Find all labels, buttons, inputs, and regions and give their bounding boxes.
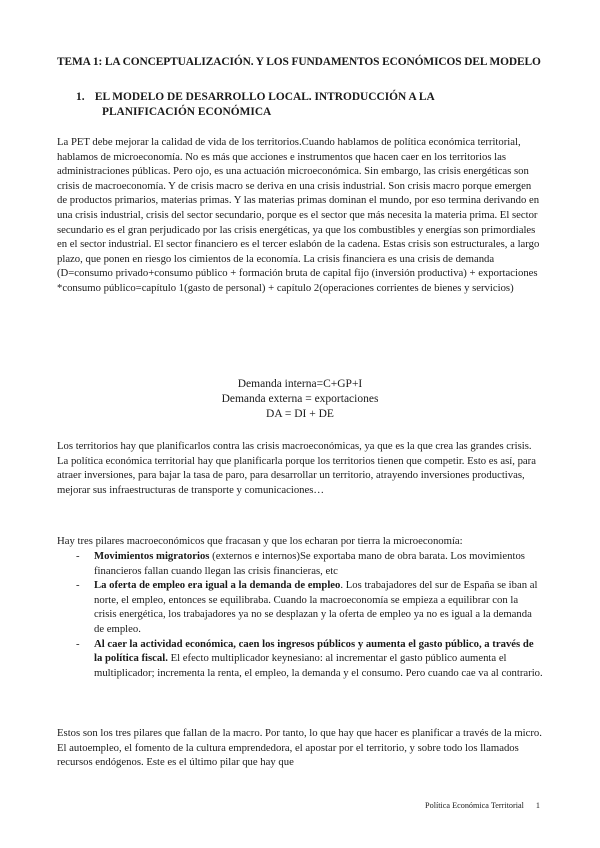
- list-dash: -: [76, 579, 80, 592]
- list-dash: -: [76, 637, 80, 650]
- list-item: [57, 549, 543, 578]
- section-number: 1.: [76, 91, 85, 103]
- formula-demanda-externa: Demanda externa = exportaciones: [221, 393, 379, 405]
- list-item: [57, 578, 543, 636]
- list-item-text: (externos e internos)Se exportaba mano de obra barata. Los movimientos financieros fallan cuando llegan las crisis financieras, etc: [94, 550, 525, 577]
- paragraph-conclusion: Estos son los tres pilares que fallan de la macro. Por tanto, lo que hay que hacer es planificar a través de la micro. El autoempleo, el fomento de la cultura emprendedora, el apostar por el territorio, y sobre todo los llamados recursos endógenos. Este es el último pilar que hay que: [57, 727, 542, 769]
- footer-course-name: Política Económica Territorial: [425, 801, 524, 810]
- section-title-line2: PLANIFICACIÓN ECONÓMICA: [102, 105, 272, 118]
- list-item: [57, 637, 543, 681]
- pillars-list: [57, 549, 543, 680]
- list-dash: -: [76, 550, 80, 562]
- formula-demanda-agregada: DA = DI + DE: [266, 408, 334, 420]
- paragraph-pillars-intro: Hay tres pilares macroeconómicos que fracasan y que los echaran por tierra la microeconomía:: [57, 535, 463, 547]
- list-item-bold: Movimientos migratorios: [94, 550, 210, 562]
- section-heading: [76, 90, 516, 119]
- list-item-text: El efecto multiplicador keynesiano: al incrementar el gasto público aumenta el multiplicador; incrementa la renta, el empleo, la demanda y el consumo. Pero cuando cae va al contrario.: [94, 652, 543, 679]
- document-title: TEMA 1: LA CONCEPTUALIZACIÓN. Y LOS FUNDAMENTOS ECONÓMICOS DEL MODELO: [57, 56, 541, 68]
- list-item-bold: Al caer la actividad económica, caen los ingresos públicos y aumenta el gasto público, a través de la política fiscal.: [94, 637, 534, 665]
- paragraph-intro-text: La PET debe mejorar la calidad de vida de los territorios.Cuando hablamos de política económica territorial, hablamos de microeconomía. No es más que acciones e instrumentos que hacen caer en los territorios las administraciones públicas. Pero ojo, es una actuación microeconómica. Sin embargo, las crisis energéticas son crisis de macroeconomía. Y de crisis macro se deriva en una crisis industrial. Son crisis macro porque emergen de productos primarios, materias primas. Y las materias primas dominan el mundo, por eso termina derivando en una crisis industrial, crisis del sector secundario, porque es el sector que más necesita la materia prima. El sector secundario es el gran perjudicado por las crisis energéticas, ya que los combustibles y energías son primordiales en el sector industrial. El sector financiero es el tercer eslabón de la cadena. Estas crisis son estructurales, a largo plazo, que ponen en riesgo los cimientos de la economía. La crisis financiera es una crisis de demanda (D=consumo privado+consumo público + formación bruta de capital fijo (inversión productiva) + exportaciones: [57, 136, 540, 280]
- paragraph-intro: [57, 135, 543, 296]
- page-number: 1: [535, 801, 540, 810]
- formula-demanda-interna: Demanda interna=C+GP+I: [237, 378, 363, 390]
- section-title-line1: EL MODELO DE DESARROLLO LOCAL. INTRODUCCIÓN A LA: [94, 91, 435, 103]
- list-item-text: . Los trabajadores del sur de España se iban al norte, el empleo, entonces se equilibraba. Cuando la macroeconomía se empieza a equilibrar con la crisis energética, los trabajadores ya no se desplazan y la oferta de empleo ya no es igual a la demanda de empleo.: [94, 579, 538, 635]
- list-item-bold: La oferta de empleo era igual a la demanda de empleo: [94, 579, 341, 592]
- footnote-consumo-publico: *consumo público=capítulo 1(gasto de personal) + capítulo 2(operaciones corrientes de bienes y servicios): [57, 281, 514, 294]
- page-footer: [425, 800, 540, 811]
- paragraph-planning: Los territorios hay que planificarlos contra las crisis macroeconómicas, ya que es la que crea las grandes crisis. La política económica territorial hay que planificarla porque los territorios tienen que competir. Esto es así, para atraer inversiones, para bajar la tasa de paro, para desarrollar un territorio, atrayendo inversiones productivas, mejorar sus infraestructuras de transporte y comunicaciones…: [57, 440, 536, 496]
- formula-block: [57, 377, 543, 422]
